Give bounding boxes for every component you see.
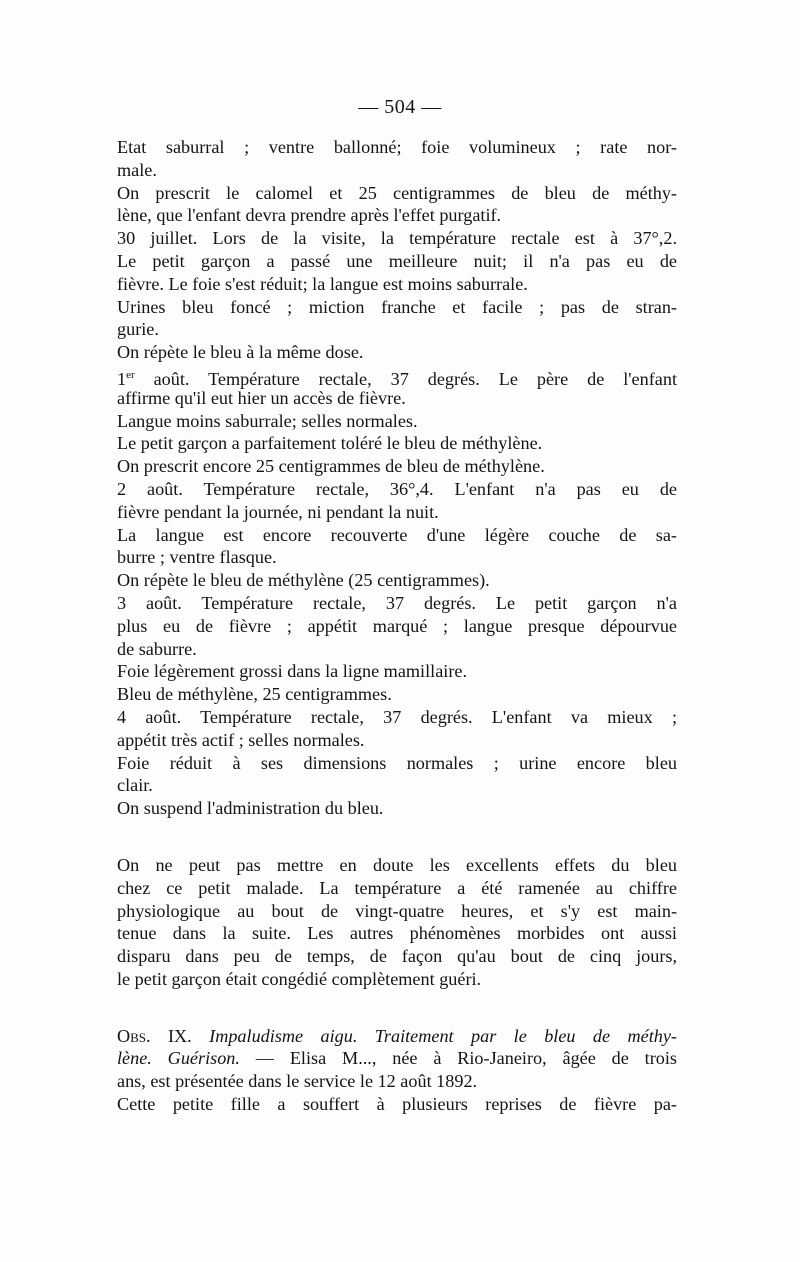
text-line: 3 août. Température rectale, 37 degrés. Le petit garçon n'a bbox=[117, 592, 677, 613]
text-line: On prescrit le calomel et 25 centigrammes de bleu de méthy- bbox=[117, 182, 677, 203]
text-line: On prescrit encore 25 centigrammes de bleu de méthylène. bbox=[117, 456, 545, 477]
text-line: Cette petite fille a souffert à plusieurs reprises de fièvre pa- bbox=[117, 1094, 677, 1115]
text-line: On ne peut pas mettre en doute les excellents effets du bleu bbox=[117, 854, 677, 875]
text-line: Langue moins saburrale; selles normales. bbox=[117, 410, 418, 431]
text-line: Urines bleu foncé ; miction franche et facile ; pas de stran- bbox=[117, 296, 677, 317]
section-spacer bbox=[117, 820, 677, 854]
text-line: On répète le bleu à la même dose. bbox=[117, 342, 364, 363]
text-line: lène. Guérison. — Elisa M..., née à Rio-Janeiro, âgée de trois bbox=[117, 1048, 677, 1069]
text-line: 2 août. Température rectale, 36°,4. L'enfant n'a pas eu de bbox=[117, 478, 677, 499]
text-line: fièvre. Le foie s'est réduit; la langue est moins saburrale. bbox=[117, 273, 528, 294]
page-number: — 504 — bbox=[358, 96, 442, 118]
text-line: disparu dans peu de temps, de façon qu'au bout de cinq jours, bbox=[117, 946, 677, 967]
text-line: male. bbox=[117, 159, 157, 180]
text-line: lène, que l'enfant devra prendre après l'effet purgatif. bbox=[117, 205, 502, 226]
text-line: On suspend l'administration du bleu. bbox=[117, 798, 384, 819]
text-line: Foie réduit à ses dimensions normales ; urine encore bleu bbox=[117, 752, 677, 773]
text-line: Etat saburral ; ventre ballonné; foie volumineux ; rate nor- bbox=[117, 137, 677, 157]
text-line: clair. bbox=[117, 775, 153, 796]
text-line: tenue dans la suite. Les autres phénomènes morbides ont aussi bbox=[117, 923, 677, 944]
observation-title-continued: lène. Guérison. bbox=[117, 1048, 240, 1069]
observation-title: Impaludisme aigu. Traitement par le bleu de méthy- bbox=[209, 1025, 677, 1046]
text-line: fièvre pendant la journée, ni pendant la nuit. bbox=[117, 501, 439, 522]
section-spacer bbox=[117, 991, 677, 1025]
observation-label: Obs. IX. bbox=[117, 1025, 192, 1046]
text-line: 1er août. Température rectale, 37 degrés. Le père de l'enfant bbox=[117, 368, 677, 390]
text-line: appétit très actif ; selles normales. bbox=[117, 729, 365, 750]
text-line: burre ; ventre flasque. bbox=[117, 547, 277, 568]
text-line: chez ce petit malade. La température a été ramenée au chiffre bbox=[117, 877, 677, 898]
text-line: ans, est présentée dans le service le 12 août 1892. bbox=[117, 1071, 478, 1092]
page-body bbox=[117, 136, 677, 1116]
ordinal-superscript: er bbox=[126, 368, 135, 381]
text-line: affirme qu'il eut hier un accès de fièvre. bbox=[117, 387, 406, 408]
text-line: gurie. bbox=[117, 319, 159, 340]
observation-heading-line bbox=[117, 1025, 677, 1048]
text-line: plus eu de fièvre ; appétit marqué ; langue presque dépourvue bbox=[117, 615, 677, 636]
text-line: Le petit garçon a parfaitement toléré le bleu de méthylène. bbox=[117, 433, 543, 454]
text-line: On répète le bleu de méthylène (25 centigrammes). bbox=[117, 570, 490, 591]
text-line: physiologique au bout de vingt-quatre heures, et s'y est main- bbox=[117, 900, 677, 921]
text-line: le petit garçon était congédié complètement guéri. bbox=[117, 968, 482, 989]
text-line: de saburre. bbox=[117, 638, 197, 659]
text-line: Bleu de méthylène, 25 centigrammes. bbox=[117, 684, 392, 705]
text-line: Le petit garçon a passé une meilleure nuit; il n'a pas eu de bbox=[117, 250, 677, 271]
text-line: Foie légèrement grossi dans la ligne mamillaire. bbox=[117, 661, 468, 682]
text-line: 30 juillet. Lors de la visite, la température rectale est à 37°,2. bbox=[117, 228, 677, 249]
text-line: 4 août. Température rectale, 37 degrés. L'enfant va mieux ; bbox=[117, 706, 677, 727]
text-line: La langue est encore recouverte d'une légère couche de sa- bbox=[117, 524, 677, 545]
